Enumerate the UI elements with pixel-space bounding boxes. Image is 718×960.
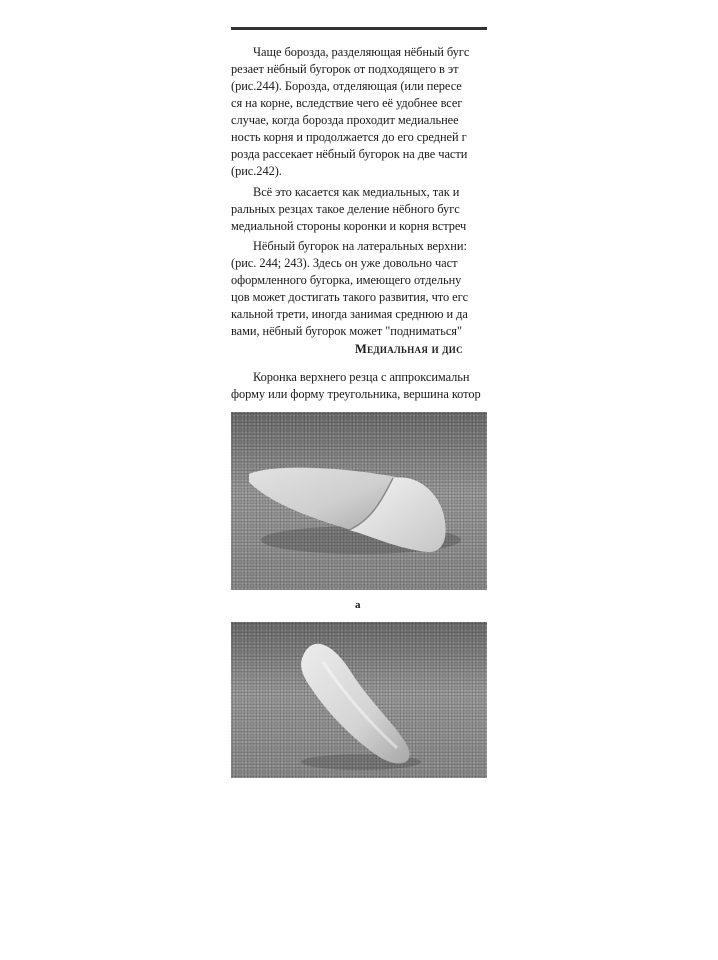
text-line: Нёбный бугорок на латеральных верхни: [253, 239, 467, 253]
tooth-photo-a-drawing [231, 412, 487, 590]
text-line: (рис. 244; 243). Здесь он уже довольно част [231, 256, 458, 270]
text-line: розда рассекает нёбный бугорок на две части [231, 147, 468, 161]
text-line: цов может достигать такого развития, что егс [231, 290, 469, 304]
text-line: вами, нёбный бугорок может "подниматься" [231, 324, 462, 338]
text-line: Коронка верхнего резца с аппроксимальн [253, 370, 470, 384]
header-rule [231, 27, 487, 30]
text-line: (рис.244). Борозда, отделяющая (или пересе [231, 79, 462, 93]
text-line: случае, когда борозда проходит медиальнее [231, 113, 459, 127]
figure-caption-a: а [355, 599, 361, 611]
text-line: медиальной стороны коронки и корня встреч [231, 219, 467, 233]
text-line: ся на корне, вследствие чего её удобнее всег [231, 96, 463, 110]
tooth-photo-b-drawing [231, 622, 487, 778]
book-page [231, 0, 487, 960]
tooth-photo-a [231, 412, 487, 590]
text-line: Всё это касается как медиальных, так и [253, 185, 460, 199]
text-line: кальной трети, иногда занимая среднюю и да [231, 307, 468, 321]
text-line: Чаще борозда, разделяющая нёбный бугс [253, 45, 470, 59]
text-line: ность корня и продолжается до его средней г [231, 130, 467, 144]
text-line: форму или форму треугольника, вершина котор [231, 387, 481, 401]
text-line: оформленного бугорка, имеющего отдельну [231, 273, 462, 287]
text-line: (рис.242). [231, 164, 282, 178]
section-heading: Медиальная и дис [355, 342, 463, 356]
text-line: резает нёбный бугорок от подходящего в эт [231, 62, 459, 76]
tooth-photo-b [231, 622, 487, 778]
text-line: ральных резцах такое деление нёбного бугс [231, 202, 460, 216]
